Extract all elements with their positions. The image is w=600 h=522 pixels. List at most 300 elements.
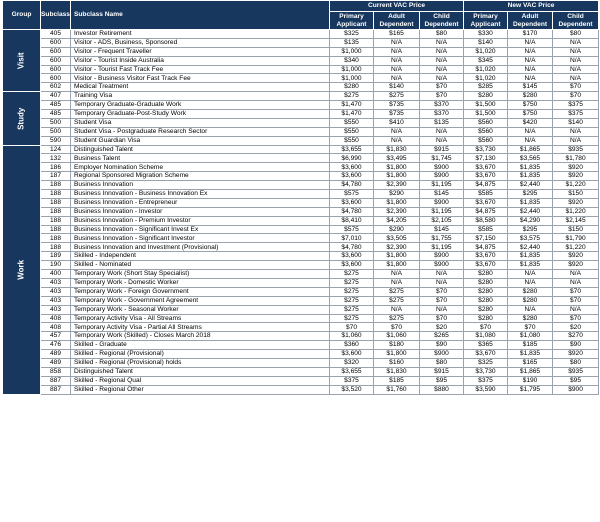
new-child-cell: $70	[553, 287, 599, 296]
current-primary-cell: $550	[330, 136, 374, 145]
new-adult-cell: N/A	[508, 38, 553, 47]
new-adult-cell: $295	[508, 190, 553, 199]
subclass-cell: 188	[41, 234, 71, 243]
subclass-name-cell: Investor Retirement	[71, 30, 330, 39]
current-adult-cell: $1,800	[374, 172, 420, 181]
new-adult-cell: $2,440	[508, 243, 553, 252]
new-adult-cell: N/A	[508, 47, 553, 56]
subclass-cell: 405	[41, 30, 71, 39]
subclass-cell: 887	[41, 376, 71, 385]
subclass-name-cell: Temporary Activity Visa - All Streams	[71, 314, 330, 323]
current-child-cell: $70	[420, 83, 464, 92]
current-primary-cell: $8,410	[330, 216, 374, 225]
subclass-cell: 400	[41, 270, 71, 279]
current-child-cell: N/A	[420, 47, 464, 56]
current-child-cell: $915	[420, 367, 464, 376]
new-primary-cell: $3,670	[464, 261, 508, 270]
new-primary-cell: $560	[464, 127, 508, 136]
current-adult-cell: $290	[374, 225, 420, 234]
current-adult-cell: $275	[374, 287, 420, 296]
current-primary-cell: $3,600	[330, 163, 374, 172]
current-child-cell: $1,195	[420, 207, 464, 216]
new-adult-cell: $1,835	[508, 252, 553, 261]
new-child-cell: $70	[553, 296, 599, 305]
current-adult-cell: $4,205	[374, 216, 420, 225]
subclass-name-cell: Skilled - Regional (Provisional) holds	[71, 358, 330, 367]
subclass-cell: 188	[41, 216, 71, 225]
new-primary-cell: $3,670	[464, 350, 508, 359]
new-child-cell: $375	[553, 101, 599, 110]
current-child-cell: N/A	[420, 305, 464, 314]
subclass-name-cell: Business Innovation - Entrepreneur	[71, 198, 330, 207]
current-primary-cell: $3,655	[330, 367, 374, 376]
new-primary-cell: $345	[464, 56, 508, 65]
new-child-cell: N/A	[553, 47, 599, 56]
current-adult-cell: $275	[374, 314, 420, 323]
current-adult-cell: $2,390	[374, 181, 420, 190]
new-child-cell: $270	[553, 332, 599, 341]
new-primary-cell: $3,730	[464, 145, 508, 154]
subclass-cell: 600	[41, 65, 71, 74]
current-adult-cell: $290	[374, 190, 420, 199]
new-adult-cell: $70	[508, 323, 553, 332]
new-adult-cell: $190	[508, 376, 553, 385]
subclass-cell: 403	[41, 305, 71, 314]
current-adult-cell: N/A	[374, 65, 420, 74]
current-child-cell: $1,195	[420, 243, 464, 252]
current-child-cell: $95	[420, 376, 464, 385]
subclass-name-header: Subclass Name	[71, 1, 330, 30]
new-child-cell: $70	[553, 92, 599, 101]
current-child-cell: $2,105	[420, 216, 464, 225]
new-child-cell: $1,220	[553, 243, 599, 252]
new-primary-cell: $285	[464, 83, 508, 92]
current-child-cell: $900	[420, 350, 464, 359]
current-adult-cell: N/A	[374, 278, 420, 287]
new-child-cell: $70	[553, 83, 599, 92]
subclass-name-cell: Skilled - Regional (Provisional)	[71, 350, 330, 359]
current-adult-cell: N/A	[374, 136, 420, 145]
subclass-cell: 188	[41, 190, 71, 199]
subclass-cell: 457	[41, 332, 71, 341]
table-row	[3, 243, 599, 252]
new-adult-header: Adult Dependent	[508, 12, 553, 30]
current-child-cell: N/A	[420, 38, 464, 47]
current-primary-cell: $4,780	[330, 181, 374, 190]
current-child-cell: N/A	[420, 270, 464, 279]
new-primary-cell: $70	[464, 323, 508, 332]
subclass-cell: 489	[41, 350, 71, 359]
subclass-name-cell: Temporary Work - Foreign Government	[71, 287, 330, 296]
current-adult-cell: $735	[374, 110, 420, 119]
current-adult-cell: $275	[374, 92, 420, 101]
new-adult-cell: N/A	[508, 56, 553, 65]
current-primary-cell: $280	[330, 83, 374, 92]
new-primary-cell: $3,670	[464, 163, 508, 172]
current-primary-cell: $375	[330, 376, 374, 385]
new-adult-cell: $3,575	[508, 234, 553, 243]
new-primary-cell: $7,130	[464, 154, 508, 163]
current-primary-cell: $135	[330, 38, 374, 47]
subclass-name-cell: Skilled - Graduate	[71, 341, 330, 350]
new-child-cell: $1,220	[553, 207, 599, 216]
new-adult-cell: $280	[508, 314, 553, 323]
current-vac-price-header: Current VAC Price	[330, 1, 464, 12]
table-row	[3, 305, 599, 314]
new-primary-cell: $3,670	[464, 252, 508, 261]
current-primary-cell: $3,600	[330, 172, 374, 181]
current-adult-cell: N/A	[374, 38, 420, 47]
new-adult-cell: $280	[508, 287, 553, 296]
new-adult-cell: $1,835	[508, 350, 553, 359]
current-adult-cell: $1,800	[374, 252, 420, 261]
table-row	[3, 234, 599, 243]
subclass-cell: 485	[41, 110, 71, 119]
new-adult-cell: $170	[508, 30, 553, 39]
new-child-cell: $70	[553, 314, 599, 323]
current-adult-cell: $1,800	[374, 261, 420, 270]
new-child-cell: $935	[553, 367, 599, 376]
current-child-cell: $90	[420, 341, 464, 350]
subclass-name-cell: Skilled - Regional Other	[71, 385, 330, 394]
table-header	[3, 1, 599, 30]
new-adult-cell: $1,835	[508, 163, 553, 172]
current-primary-cell: $275	[330, 270, 374, 279]
current-adult-cell: $1,800	[374, 198, 420, 207]
subclass-name-cell: Skilled - Nominated	[71, 261, 330, 270]
table-row	[3, 181, 599, 190]
current-adult-cell: N/A	[374, 127, 420, 136]
new-adult-cell: $3,565	[508, 154, 553, 163]
subclass-name-cell: Temporary Graduate-Graduate Work	[71, 101, 330, 110]
new-primary-cell: $1,020	[464, 65, 508, 74]
group-cell	[3, 92, 41, 145]
current-primary-cell: $275	[330, 92, 374, 101]
current-primary-cell: $1,470	[330, 110, 374, 119]
subclass-cell: 602	[41, 83, 71, 92]
current-adult-cell: $2,390	[374, 243, 420, 252]
new-adult-cell: $1,835	[508, 261, 553, 270]
new-child-cell: $920	[553, 172, 599, 181]
current-adult-cell: $410	[374, 118, 420, 127]
subclass-name-cell: Regional Sponsored Migration Scheme	[71, 172, 330, 181]
group-label: Work	[16, 259, 26, 280]
current-child-cell: N/A	[420, 65, 464, 74]
subclass-name-cell: Employer Nomination Scheme	[71, 163, 330, 172]
current-primary-cell: $6,990	[330, 154, 374, 163]
current-child-header: Child Dependent	[420, 12, 464, 30]
new-primary-cell: $280	[464, 287, 508, 296]
new-adult-cell: $4,290	[508, 216, 553, 225]
current-child-cell: N/A	[420, 74, 464, 83]
subclass-name-cell: Temporary Work - Seasonal Worker	[71, 305, 330, 314]
current-child-cell: $70	[420, 287, 464, 296]
current-primary-cell: $275	[330, 314, 374, 323]
current-primary-cell: $1,000	[330, 47, 374, 56]
new-primary-cell: $4,875	[464, 181, 508, 190]
subclass-cell: 500	[41, 118, 71, 127]
current-child-cell: $900	[420, 172, 464, 181]
subclass-name-cell: Visitor - Tourist Inside Australia	[71, 56, 330, 65]
new-adult-cell: $420	[508, 118, 553, 127]
current-child-cell: $370	[420, 110, 464, 119]
group-label: Study	[16, 107, 26, 130]
subclass-cell: 190	[41, 261, 71, 270]
new-adult-cell: $2,440	[508, 207, 553, 216]
current-adult-cell: N/A	[374, 305, 420, 314]
subclass-name-cell: Distinguished Talent	[71, 145, 330, 154]
subclass-header: Subclass	[41, 1, 71, 30]
subclass-name-cell: Business Innovation - Significant Invest Ex	[71, 225, 330, 234]
subclass-cell: 408	[41, 323, 71, 332]
current-adult-cell: $3,495	[374, 154, 420, 163]
table-row	[3, 207, 599, 216]
new-child-cell: N/A	[553, 278, 599, 287]
subclass-name-cell: Temporary Work (Skilled) - Closes March 2018	[71, 332, 330, 341]
table-row	[3, 367, 599, 376]
subclass-cell: 124	[41, 145, 71, 154]
subclass-name-cell: Student Visa	[71, 118, 330, 127]
subclass-cell: 188	[41, 225, 71, 234]
new-child-cell: N/A	[553, 305, 599, 314]
subclass-name-cell: Business Innovation - Investor	[71, 207, 330, 216]
new-adult-cell: $280	[508, 296, 553, 305]
table-row	[3, 145, 599, 154]
new-adult-cell: $295	[508, 225, 553, 234]
current-primary-cell: $3,520	[330, 385, 374, 394]
current-child-cell: $70	[420, 296, 464, 305]
table-row	[3, 225, 599, 234]
current-primary-cell: $1,470	[330, 101, 374, 110]
new-child-cell: $1,790	[553, 234, 599, 243]
subclass-name-cell: Training Visa	[71, 92, 330, 101]
new-child-cell: $920	[553, 163, 599, 172]
subclass-name-cell: Skilled - Regional Qual	[71, 376, 330, 385]
subclass-cell: 188	[41, 207, 71, 216]
current-primary-cell: $550	[330, 118, 374, 127]
table-row	[3, 172, 599, 181]
table-row	[3, 350, 599, 359]
new-child-cell: $375	[553, 110, 599, 119]
new-primary-cell: $330	[464, 30, 508, 39]
new-adult-cell: N/A	[508, 74, 553, 83]
current-primary-cell: $275	[330, 278, 374, 287]
subclass-cell: 408	[41, 314, 71, 323]
new-child-cell: N/A	[553, 38, 599, 47]
new-primary-cell: $3,590	[464, 385, 508, 394]
new-child-cell: $920	[553, 261, 599, 270]
current-primary-cell: $70	[330, 323, 374, 332]
table-row	[3, 323, 599, 332]
new-primary-cell: $140	[464, 38, 508, 47]
current-adult-cell: $1,060	[374, 332, 420, 341]
current-adult-cell: N/A	[374, 56, 420, 65]
new-child-header: Child Dependent	[553, 12, 599, 30]
current-primary-cell: $3,600	[330, 350, 374, 359]
new-child-cell: $2,145	[553, 216, 599, 225]
subclass-name-cell: Visitor - Tourist Fast Track Fee	[71, 65, 330, 74]
table-row	[3, 252, 599, 261]
current-primary-cell: $575	[330, 190, 374, 199]
new-child-cell: $20	[553, 323, 599, 332]
current-adult-cell: $180	[374, 341, 420, 350]
current-primary-cell: $1,000	[330, 65, 374, 74]
current-adult-cell: $735	[374, 101, 420, 110]
current-primary-cell: $275	[330, 287, 374, 296]
new-primary-cell: $4,875	[464, 207, 508, 216]
new-primary-header: Primary Applicant	[464, 12, 508, 30]
current-child-cell: N/A	[420, 278, 464, 287]
current-child-cell: $900	[420, 198, 464, 207]
new-primary-cell: $280	[464, 278, 508, 287]
current-adult-header: Adult Dependent	[374, 12, 420, 30]
current-adult-cell: $160	[374, 358, 420, 367]
table-row	[3, 296, 599, 305]
subclass-name-cell: Skilled - Independent	[71, 252, 330, 261]
current-child-cell: N/A	[420, 127, 464, 136]
new-primary-cell: $560	[464, 136, 508, 145]
current-child-cell: N/A	[420, 56, 464, 65]
new-adult-cell: $1,795	[508, 385, 553, 394]
current-adult-cell: $2,390	[374, 207, 420, 216]
new-adult-cell: N/A	[508, 65, 553, 74]
current-child-cell: $900	[420, 261, 464, 270]
vac-price-table	[2, 0, 599, 395]
group-cell	[3, 30, 41, 92]
new-adult-cell: N/A	[508, 270, 553, 279]
current-primary-cell: $275	[330, 296, 374, 305]
new-child-cell: $90	[553, 341, 599, 350]
new-adult-cell: $165	[508, 358, 553, 367]
new-primary-cell: $375	[464, 376, 508, 385]
new-child-cell: $95	[553, 376, 599, 385]
subclass-name-cell: Visitor - Business Visitor Fast Track Fee	[71, 74, 330, 83]
new-child-cell: $80	[553, 358, 599, 367]
table-row	[3, 92, 599, 101]
table-row	[3, 154, 599, 163]
current-child-cell: $900	[420, 163, 464, 172]
current-child-cell: $265	[420, 332, 464, 341]
subclass-cell: 186	[41, 163, 71, 172]
new-child-cell: N/A	[553, 74, 599, 83]
subclass-name-cell: Business Innovation - Premium Investor	[71, 216, 330, 225]
subclass-cell: 188	[41, 198, 71, 207]
subclass-name-cell: Business Innovation - Significant Investor	[71, 234, 330, 243]
new-child-cell: $150	[553, 225, 599, 234]
current-primary-cell: $1,060	[330, 332, 374, 341]
new-primary-cell: $1,500	[464, 110, 508, 119]
table-body	[3, 30, 599, 395]
new-child-cell: $1,220	[553, 181, 599, 190]
subclass-name-cell: Temporary Work (Short Stay Specialist)	[71, 270, 330, 279]
table-row	[3, 358, 599, 367]
current-child-cell: $1,195	[420, 181, 464, 190]
new-primary-cell: $365	[464, 341, 508, 350]
new-child-cell: N/A	[553, 127, 599, 136]
subclass-cell: 403	[41, 287, 71, 296]
subclass-name-cell: Temporary Activity Visa - Partial All Streams	[71, 323, 330, 332]
subclass-cell: 188	[41, 181, 71, 190]
current-adult-cell: N/A	[374, 74, 420, 83]
table-row	[3, 65, 599, 74]
current-primary-cell: $4,780	[330, 243, 374, 252]
subclass-name-cell: Temporary Work - Domestic Worker	[71, 278, 330, 287]
subclass-cell: 485	[41, 101, 71, 110]
current-primary-cell: $575	[330, 225, 374, 234]
subclass-cell: 600	[41, 74, 71, 83]
new-primary-cell: $8,580	[464, 216, 508, 225]
subclass-name-cell: Business Innovation	[71, 181, 330, 190]
new-child-cell: $920	[553, 198, 599, 207]
current-adult-cell: $1,830	[374, 367, 420, 376]
current-child-cell: $370	[420, 101, 464, 110]
new-primary-cell: $325	[464, 358, 508, 367]
group-label: Visit	[16, 52, 26, 69]
new-primary-cell: $280	[464, 305, 508, 314]
current-primary-header: Primary Applicant	[330, 12, 374, 30]
table-row	[3, 127, 599, 136]
current-primary-cell: $3,600	[330, 198, 374, 207]
current-child-cell: $70	[420, 92, 464, 101]
subclass-name-cell: Business Talent	[71, 154, 330, 163]
subclass-cell: 403	[41, 296, 71, 305]
subclass-cell: 188	[41, 243, 71, 252]
table-row	[3, 83, 599, 92]
subclass-name-cell: Temporary Work - Government Agreement	[71, 296, 330, 305]
current-adult-cell: $1,760	[374, 385, 420, 394]
new-primary-cell: $280	[464, 314, 508, 323]
subclass-name-cell: Temporary Graduate-Post-Study Work	[71, 110, 330, 119]
current-adult-cell: N/A	[374, 47, 420, 56]
new-primary-cell: $7,150	[464, 234, 508, 243]
current-adult-cell: $3,505	[374, 234, 420, 243]
new-child-cell: $80	[553, 30, 599, 39]
current-primary-cell: $3,600	[330, 261, 374, 270]
current-child-cell: $900	[420, 252, 464, 261]
new-child-cell: $150	[553, 190, 599, 199]
subclass-cell: 600	[41, 47, 71, 56]
current-child-cell: $70	[420, 314, 464, 323]
subclass-cell: 189	[41, 252, 71, 261]
new-child-cell: $140	[553, 118, 599, 127]
current-primary-cell: $360	[330, 341, 374, 350]
table-row	[3, 261, 599, 270]
table-row	[3, 198, 599, 207]
subclass-cell: 476	[41, 341, 71, 350]
new-child-cell: N/A	[553, 270, 599, 279]
new-adult-cell: $1,865	[508, 367, 553, 376]
new-adult-cell: N/A	[508, 136, 553, 145]
table-row	[3, 38, 599, 47]
current-primary-cell: $320	[330, 358, 374, 367]
table-row	[3, 190, 599, 199]
new-primary-cell: $1,020	[464, 74, 508, 83]
current-primary-cell: $7,010	[330, 234, 374, 243]
current-adult-cell: N/A	[374, 270, 420, 279]
new-primary-cell: $280	[464, 296, 508, 305]
current-child-cell: $80	[420, 358, 464, 367]
new-primary-cell: $280	[464, 270, 508, 279]
subclass-name-cell: Medical Treatment	[71, 83, 330, 92]
new-primary-cell: $3,670	[464, 198, 508, 207]
new-adult-cell: $750	[508, 101, 553, 110]
new-adult-cell: $1,835	[508, 198, 553, 207]
current-child-cell: $145	[420, 225, 464, 234]
subclass-name-cell: Student Guardian Visa	[71, 136, 330, 145]
table-row	[3, 332, 599, 341]
new-child-cell: $920	[553, 350, 599, 359]
subclass-cell: 500	[41, 127, 71, 136]
